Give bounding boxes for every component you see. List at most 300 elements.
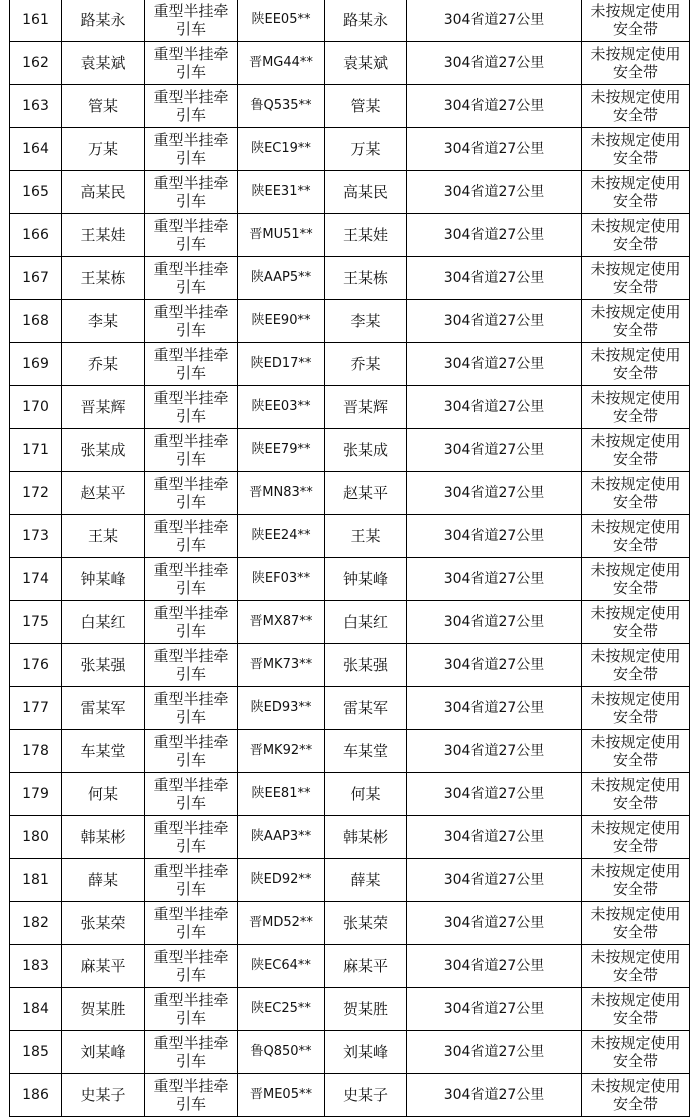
row-number-cell [10,214,62,257]
vehicle-type-cell-text: 重型半挂牵引车 [153,2,229,38]
driver-name-cell [325,128,407,171]
party-name-cell-text: 张某荣 [80,914,126,932]
party-name-cell [62,859,145,902]
vehicle-type-cell-text: 重型半挂牵引车 [153,174,229,210]
driver-name-cell-text: 张某强 [342,656,388,674]
violation-cell-text: 未按规定使用安全带 [590,819,681,855]
location-cell-text: 304省道27公里 [443,700,545,716]
vehicle-type-cell [145,687,238,730]
violation-cell [582,687,690,730]
vehicle-type-cell [145,1031,238,1074]
party-name-cell [62,300,145,343]
vehicle-type-cell-text: 重型半挂牵引车 [153,948,229,984]
plate-number-cell [238,687,325,730]
vehicle-type-cell [145,386,238,429]
driver-name-cell [325,945,407,988]
driver-name-cell-text: 何某 [350,785,381,803]
driver-name-cell-text: 王某娃 [342,226,388,244]
row-number-cell [10,730,62,773]
violation-cell-text: 未按规定使用安全带 [590,174,681,210]
table-row [10,515,690,558]
vehicle-type-cell [145,300,238,343]
location-cell-text: 304省道27公里 [443,98,545,114]
row-number-cell-text: 177 [22,700,49,716]
location-cell-text: 304省道27公里 [443,442,545,458]
party-name-cell-text: 韩某彬 [80,828,126,846]
row-number-cell-text: 162 [22,55,49,71]
plate-number-cell-text: 晋ME05** [250,1087,312,1102]
violation-cell [582,128,690,171]
driver-name-cell-text: 袁某斌 [342,54,388,72]
location-cell [407,214,582,257]
violation-cell-text: 未按规定使用安全带 [590,905,681,941]
row-number-cell [10,472,62,515]
vehicle-type-cell-text: 重型半挂牵引车 [153,389,229,425]
violation-cell [582,945,690,988]
location-cell [407,472,582,515]
violation-cell [582,1031,690,1074]
row-number-cell-text: 185 [22,1044,49,1060]
party-name-cell [62,386,145,429]
violation-cell-text: 未按规定使用安全带 [590,389,681,425]
driver-name-cell [325,902,407,945]
driver-name-cell [325,859,407,902]
row-number-cell-text: 184 [22,1001,49,1017]
plate-number-cell-text: 鲁Q535** [250,98,312,113]
party-name-cell [62,1031,145,1074]
vehicle-type-cell-text: 重型半挂牵引车 [153,604,229,640]
plate-number-cell-text: 陕EC19** [251,141,311,156]
party-name-cell [62,601,145,644]
driver-name-cell-text: 晋某辉 [342,398,388,416]
party-name-cell-text: 晋某辉 [80,398,126,416]
location-cell [407,128,582,171]
row-number-cell-text: 186 [22,1087,49,1103]
location-cell [407,601,582,644]
row-number-cell [10,945,62,988]
plate-number-cell-text: 陕ED92** [250,872,312,887]
vehicle-type-cell-text: 重型半挂牵引车 [153,432,229,468]
table-row [10,601,690,644]
vehicle-type-cell [145,816,238,859]
vehicle-type-cell [145,601,238,644]
violation-table [9,0,690,1117]
violation-cell [582,644,690,687]
location-cell [407,945,582,988]
plate-number-cell [238,988,325,1031]
party-name-cell-text: 何某 [87,785,118,803]
plate-number-cell-text: 陕EE90** [251,313,311,328]
vehicle-type-cell [145,902,238,945]
violation-cell [582,515,690,558]
row-number-cell [10,644,62,687]
row-number-cell [10,429,62,472]
row-number-cell [10,343,62,386]
location-cell-text: 304省道27公里 [443,141,545,157]
vehicle-type-cell-text: 重型半挂牵引车 [153,346,229,382]
party-name-cell-text: 刘某峰 [80,1043,126,1061]
plate-number-cell-text: 晋MD52** [249,915,313,930]
location-cell [407,386,582,429]
location-cell [407,773,582,816]
driver-name-cell [325,816,407,859]
row-number-cell-text: 169 [22,356,49,372]
violation-cell [582,42,690,85]
party-name-cell-text: 张某成 [80,441,126,459]
location-cell-text: 304省道27公里 [443,958,545,974]
location-cell [407,343,582,386]
party-name-cell [62,343,145,386]
plate-number-cell [238,773,325,816]
vehicle-type-cell [145,472,238,515]
vehicle-type-cell [145,343,238,386]
violation-cell-text: 未按规定使用安全带 [590,733,681,769]
party-name-cell-text: 王某娃 [80,226,126,244]
location-cell-text: 304省道27公里 [443,485,545,501]
location-cell [407,816,582,859]
plate-number-cell [238,171,325,214]
violation-cell [582,902,690,945]
party-name-cell [62,1074,145,1117]
location-cell-text: 304省道27公里 [443,528,545,544]
vehicle-type-cell [145,1074,238,1117]
vehicle-type-cell-text: 重型半挂牵引车 [153,1034,229,1070]
violation-cell [582,773,690,816]
row-number-cell [10,0,62,42]
driver-name-cell [325,644,407,687]
violation-cell-text: 未按规定使用安全带 [590,561,681,597]
vehicle-type-cell-text: 重型半挂牵引车 [153,475,229,511]
plate-number-cell-text: 晋MG44** [249,55,313,70]
plate-number-cell [238,1031,325,1074]
row-number-cell-text: 166 [22,227,49,243]
violation-cell-text: 未按规定使用安全带 [590,690,681,726]
location-cell-text: 304省道27公里 [443,399,545,415]
driver-name-cell [325,773,407,816]
vehicle-type-cell [145,429,238,472]
party-name-cell [62,429,145,472]
table-row [10,42,690,85]
vehicle-type-cell [145,644,238,687]
vehicle-type-cell-text: 重型半挂牵引车 [153,991,229,1027]
location-cell [407,429,582,472]
party-name-cell-text: 白某红 [80,613,126,631]
violation-cell-text: 未按规定使用安全带 [590,260,681,296]
row-number-cell-text: 178 [22,743,49,759]
location-cell [407,730,582,773]
driver-name-cell-text: 王某栋 [342,269,388,287]
party-name-cell [62,644,145,687]
driver-name-cell-text: 麻某平 [342,957,388,975]
table-row [10,859,690,902]
party-name-cell-text: 薛某 [87,871,118,889]
table-row [10,85,690,128]
violation-cell-text: 未按规定使用安全带 [590,88,681,124]
row-number-cell-text: 179 [22,786,49,802]
plate-number-cell-text: 陕EE31** [251,184,311,199]
location-cell [407,644,582,687]
plate-number-cell [238,300,325,343]
driver-name-cell-text: 史某子 [342,1086,388,1104]
plate-number-cell-text: 陕EF03** [251,571,311,586]
violation-cell [582,730,690,773]
plate-number-cell [238,386,325,429]
location-cell [407,42,582,85]
vehicle-type-cell-text: 重型半挂牵引车 [153,690,229,726]
party-name-cell [62,988,145,1031]
location-cell [407,1074,582,1117]
table-row [10,0,690,42]
row-number-cell [10,257,62,300]
party-name-cell-text: 车某堂 [80,742,126,760]
location-cell-text: 304省道27公里 [443,657,545,673]
driver-name-cell-text: 贺某胜 [342,1000,388,1018]
plate-number-cell [238,515,325,558]
party-name-cell-text: 赵某平 [80,484,126,502]
party-name-cell [62,171,145,214]
location-cell-text: 304省道27公里 [443,1087,545,1103]
violation-cell-text: 未按规定使用安全带 [590,2,681,38]
vehicle-type-cell-text: 重型半挂牵引车 [153,88,229,124]
violation-cell-text: 未按规定使用安全带 [590,518,681,554]
plate-number-cell-text: 陕EE03** [251,399,311,414]
party-name-cell-text: 乔某 [87,355,118,373]
driver-name-cell-text: 钟某峰 [342,570,388,588]
row-number-cell-text: 164 [22,141,49,157]
row-number-cell-text: 183 [22,958,49,974]
table-row [10,945,690,988]
plate-number-cell-text: 陕EC25** [251,1001,311,1016]
violation-cell-text: 未按规定使用安全带 [590,475,681,511]
plate-number-cell-text: 陕ED17** [250,356,312,371]
party-name-cell-text: 袁某斌 [80,54,126,72]
row-number-cell [10,128,62,171]
location-cell-text: 304省道27公里 [443,1044,545,1060]
table-row [10,773,690,816]
driver-name-cell-text: 高某民 [342,183,388,201]
location-cell [407,558,582,601]
table-row [10,472,690,515]
driver-name-cell [325,988,407,1031]
violation-cell [582,171,690,214]
party-name-cell [62,42,145,85]
party-name-cell [62,945,145,988]
location-cell-text: 304省道27公里 [443,614,545,630]
party-name-cell-text: 史某子 [80,1086,126,1104]
party-name-cell-text: 路某永 [80,11,126,29]
driver-name-cell [325,0,407,42]
violation-cell [582,0,690,42]
vehicle-type-cell-text: 重型半挂牵引车 [153,518,229,554]
location-cell-text: 304省道27公里 [443,184,545,200]
location-cell-text: 304省道27公里 [443,1001,545,1017]
violation-cell-text: 未按规定使用安全带 [590,131,681,167]
row-number-cell-text: 168 [22,313,49,329]
driver-name-cell-text: 管某 [350,97,381,115]
plate-number-cell [238,0,325,42]
driver-name-cell [325,515,407,558]
driver-name-cell-text: 白某红 [342,613,388,631]
plate-number-cell [238,472,325,515]
violation-cell-text: 未按规定使用安全带 [590,303,681,339]
row-number-cell-text: 161 [22,12,49,28]
vehicle-type-cell-text: 重型半挂牵引车 [153,303,229,339]
table-row [10,214,690,257]
violation-cell-text: 未按规定使用安全带 [590,862,681,898]
party-name-cell [62,85,145,128]
party-name-cell [62,816,145,859]
row-number-cell [10,816,62,859]
vehicle-type-cell [145,558,238,601]
plate-number-cell [238,902,325,945]
row-number-cell [10,42,62,85]
vehicle-type-cell [145,988,238,1031]
violation-cell-text: 未按规定使用安全带 [590,1034,681,1070]
driver-name-cell [325,1031,407,1074]
violation-cell [582,429,690,472]
violation-cell [582,343,690,386]
table-row [10,343,690,386]
plate-number-cell-text: 晋MK73** [249,657,313,672]
vehicle-type-cell [145,945,238,988]
plate-number-cell-text: 晋MK92** [249,743,313,758]
party-name-cell [62,902,145,945]
plate-number-cell-text: 陕AAP5** [250,270,312,285]
party-name-cell-text: 万某 [87,140,118,158]
party-name-cell [62,128,145,171]
location-cell [407,988,582,1031]
driver-name-cell [325,386,407,429]
violation-cell [582,472,690,515]
plate-number-cell-text: 陕EE79** [251,442,311,457]
row-number-cell [10,300,62,343]
violation-cell [582,300,690,343]
row-number-cell [10,386,62,429]
plate-number-cell [238,42,325,85]
table-row [10,1074,690,1117]
table-row [10,128,690,171]
location-cell-text: 304省道27公里 [443,313,545,329]
table-row [10,558,690,601]
party-name-cell [62,730,145,773]
party-name-cell-text: 雷某军 [80,699,126,717]
violation-cell [582,85,690,128]
violation-cell [582,257,690,300]
plate-number-cell [238,816,325,859]
vehicle-type-cell [145,257,238,300]
driver-name-cell [325,687,407,730]
driver-name-cell [325,171,407,214]
row-number-cell-text: 165 [22,184,49,200]
vehicle-type-cell-text: 重型半挂牵引车 [153,1077,229,1113]
row-number-cell-text: 172 [22,485,49,501]
row-number-cell [10,515,62,558]
row-number-cell-text: 182 [22,915,49,931]
driver-name-cell-text: 张某荣 [342,914,388,932]
party-name-cell [62,0,145,42]
table-row [10,988,690,1031]
driver-name-cell-text: 薛某 [350,871,381,889]
vehicle-type-cell-text: 重型半挂牵引车 [153,647,229,683]
row-number-cell-text: 167 [22,270,49,286]
party-name-cell-text: 王某栋 [80,269,126,287]
plate-number-cell-text: 鲁Q850** [250,1044,312,1059]
table-row [10,429,690,472]
location-cell [407,257,582,300]
party-name-cell-text: 高某民 [80,183,126,201]
table-row [10,902,690,945]
violation-cell [582,214,690,257]
row-number-cell [10,558,62,601]
row-number-cell-text: 180 [22,829,49,845]
location-cell-text: 304省道27公里 [443,743,545,759]
plate-number-cell-text: 陕EE24** [251,528,311,543]
plate-number-cell-text: 晋MX87** [249,614,313,629]
vehicle-type-cell-text: 重型半挂牵引车 [153,905,229,941]
location-cell [407,85,582,128]
vehicle-type-cell [145,85,238,128]
violation-cell-text: 未按规定使用安全带 [590,346,681,382]
row-number-cell [10,1074,62,1117]
violation-cell [582,558,690,601]
vehicle-type-cell [145,859,238,902]
vehicle-type-cell [145,730,238,773]
vehicle-type-cell [145,214,238,257]
driver-name-cell [325,472,407,515]
driver-name-cell [325,257,407,300]
driver-name-cell-text: 万某 [350,140,381,158]
driver-name-cell [325,1074,407,1117]
row-number-cell [10,171,62,214]
party-name-cell [62,257,145,300]
party-name-cell-text: 张某强 [80,656,126,674]
plate-number-cell [238,644,325,687]
location-cell-text: 304省道27公里 [443,270,545,286]
table-row [10,730,690,773]
plate-number-cell-text: 晋MN83** [249,485,313,500]
row-number-cell-text: 171 [22,442,49,458]
row-number-cell-text: 181 [22,872,49,888]
vehicle-type-cell-text: 重型半挂牵引车 [153,45,229,81]
violation-cell-text: 未按规定使用安全带 [590,604,681,640]
violation-cell [582,859,690,902]
table-row [10,257,690,300]
plate-number-cell-text: 晋MU51** [249,227,313,242]
driver-name-cell-text: 赵某平 [342,484,388,502]
driver-name-cell-text: 雷某军 [342,699,388,717]
vehicle-type-cell [145,42,238,85]
driver-name-cell [325,42,407,85]
location-cell [407,0,582,42]
party-name-cell [62,687,145,730]
driver-name-cell [325,429,407,472]
table-row [10,687,690,730]
vehicle-type-cell [145,128,238,171]
driver-name-cell-text: 刘某峰 [342,1043,388,1061]
driver-name-cell-text: 李某 [350,312,381,330]
row-number-cell [10,687,62,730]
party-name-cell-text: 王某 [87,527,118,545]
table-row [10,816,690,859]
plate-number-cell [238,343,325,386]
driver-name-cell-text: 王某 [350,527,381,545]
violation-cell [582,386,690,429]
plate-number-cell [238,429,325,472]
driver-name-cell-text: 路某永 [342,11,388,29]
plate-number-cell [238,85,325,128]
vehicle-type-cell-text: 重型半挂牵引车 [153,561,229,597]
driver-name-cell [325,85,407,128]
